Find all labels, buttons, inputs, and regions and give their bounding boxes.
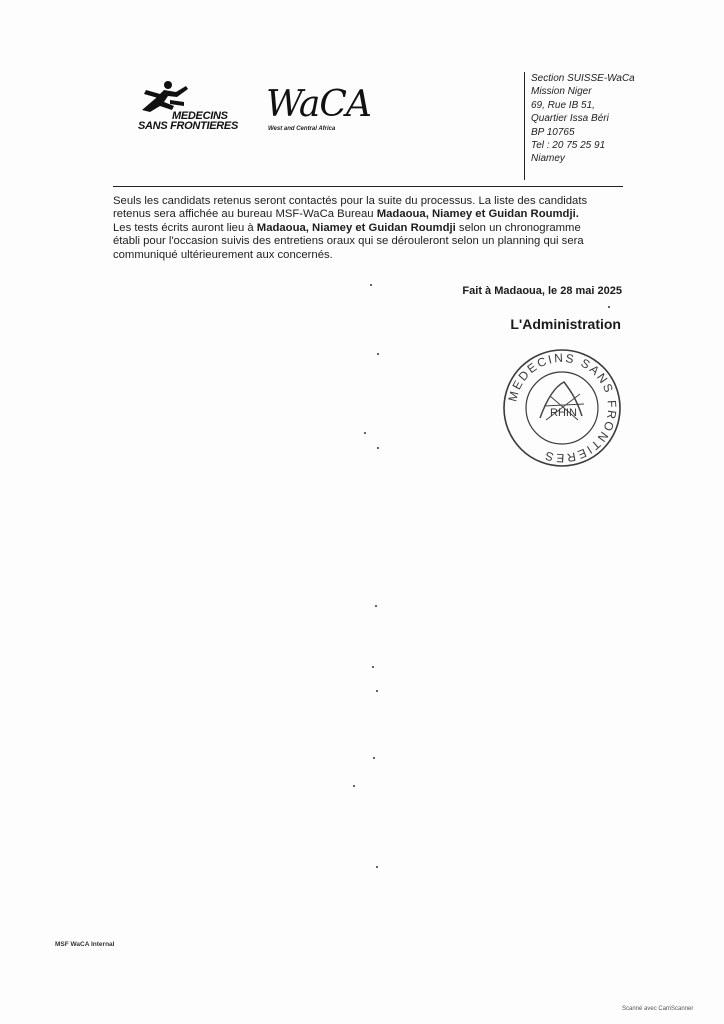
address-line: Quartier Issa Béri: [531, 113, 609, 125]
msf-logo: [134, 80, 264, 136]
address-line: Niamey: [531, 153, 565, 165]
body-text: retenus sera affichée au bureau MSF-WaCa Bureau: [113, 208, 377, 221]
scan-speck: [377, 353, 379, 355]
stamp-ring-text: MEDECINS SANS FRONTIERES: [505, 350, 620, 466]
body-line: [113, 222, 625, 235]
body-emphasis: Madaoua, Niamey et Guidan Roumdji: [256, 221, 456, 234]
date-place-line: Fait à Madaoua, le 28 mai 2025: [462, 285, 622, 297]
scan-speck: [370, 284, 372, 286]
classification-label: MSF WaCA Internal: [55, 941, 115, 948]
waca-logo-subtitle: West and Central Africa: [268, 126, 336, 132]
stamp-center-text: RHIN: [550, 407, 577, 419]
body-emphasis: Madaoua, Niamey et Guidan Roumdji.: [376, 208, 579, 221]
header-divider: [113, 186, 623, 187]
address-line: Tel : 20 75 25 91: [531, 140, 606, 152]
address-line: BP 10765: [531, 126, 575, 138]
signatory-title: L'Administration: [510, 316, 621, 332]
waca-logo: [266, 84, 371, 140]
address-line: Mission Niger: [531, 86, 592, 98]
body-text: Les tests écrits auront lieu à: [113, 221, 257, 234]
official-stamp: [500, 346, 624, 470]
body-line: [113, 208, 625, 221]
stamp-seal-icon: [500, 346, 624, 470]
body-line: communiqué ultérieurement aux concernés.: [113, 248, 333, 261]
scan-speck: [376, 690, 378, 692]
body-line: Seuls les candidats retenus seront contactés pour la suite du processus. La liste des candidats: [113, 195, 588, 207]
scan-speck: [375, 605, 377, 607]
scan-speck: [372, 666, 374, 668]
body-line: établi pour l'occasion suivis des entretiens oraux qui se dérouleront selon un planning qui sera: [113, 235, 584, 248]
scan-speck: [608, 306, 610, 308]
scan-speck: [377, 447, 379, 449]
msf-logo-line1: MEDECINS: [172, 110, 228, 122]
scanner-watermark: Scanné avec CamScanner: [622, 1006, 694, 1012]
address-line: Section SUISSE-WaCa: [531, 73, 635, 84]
waca-logo-word: WaCA: [266, 84, 371, 125]
body-text: selon un chronogramme: [455, 221, 581, 234]
address-line: 69, Rue IB 51,: [531, 99, 595, 111]
scan-speck: [373, 757, 375, 759]
msf-runner-icon: [134, 80, 194, 114]
scan-speck: [353, 785, 355, 787]
msf-logo-line2: SANS FRONTIERES: [138, 120, 239, 132]
body-paragraph: [113, 195, 625, 262]
scan-speck: [364, 432, 366, 434]
sender-address-block: [524, 72, 635, 180]
scan-speck: [376, 866, 378, 868]
